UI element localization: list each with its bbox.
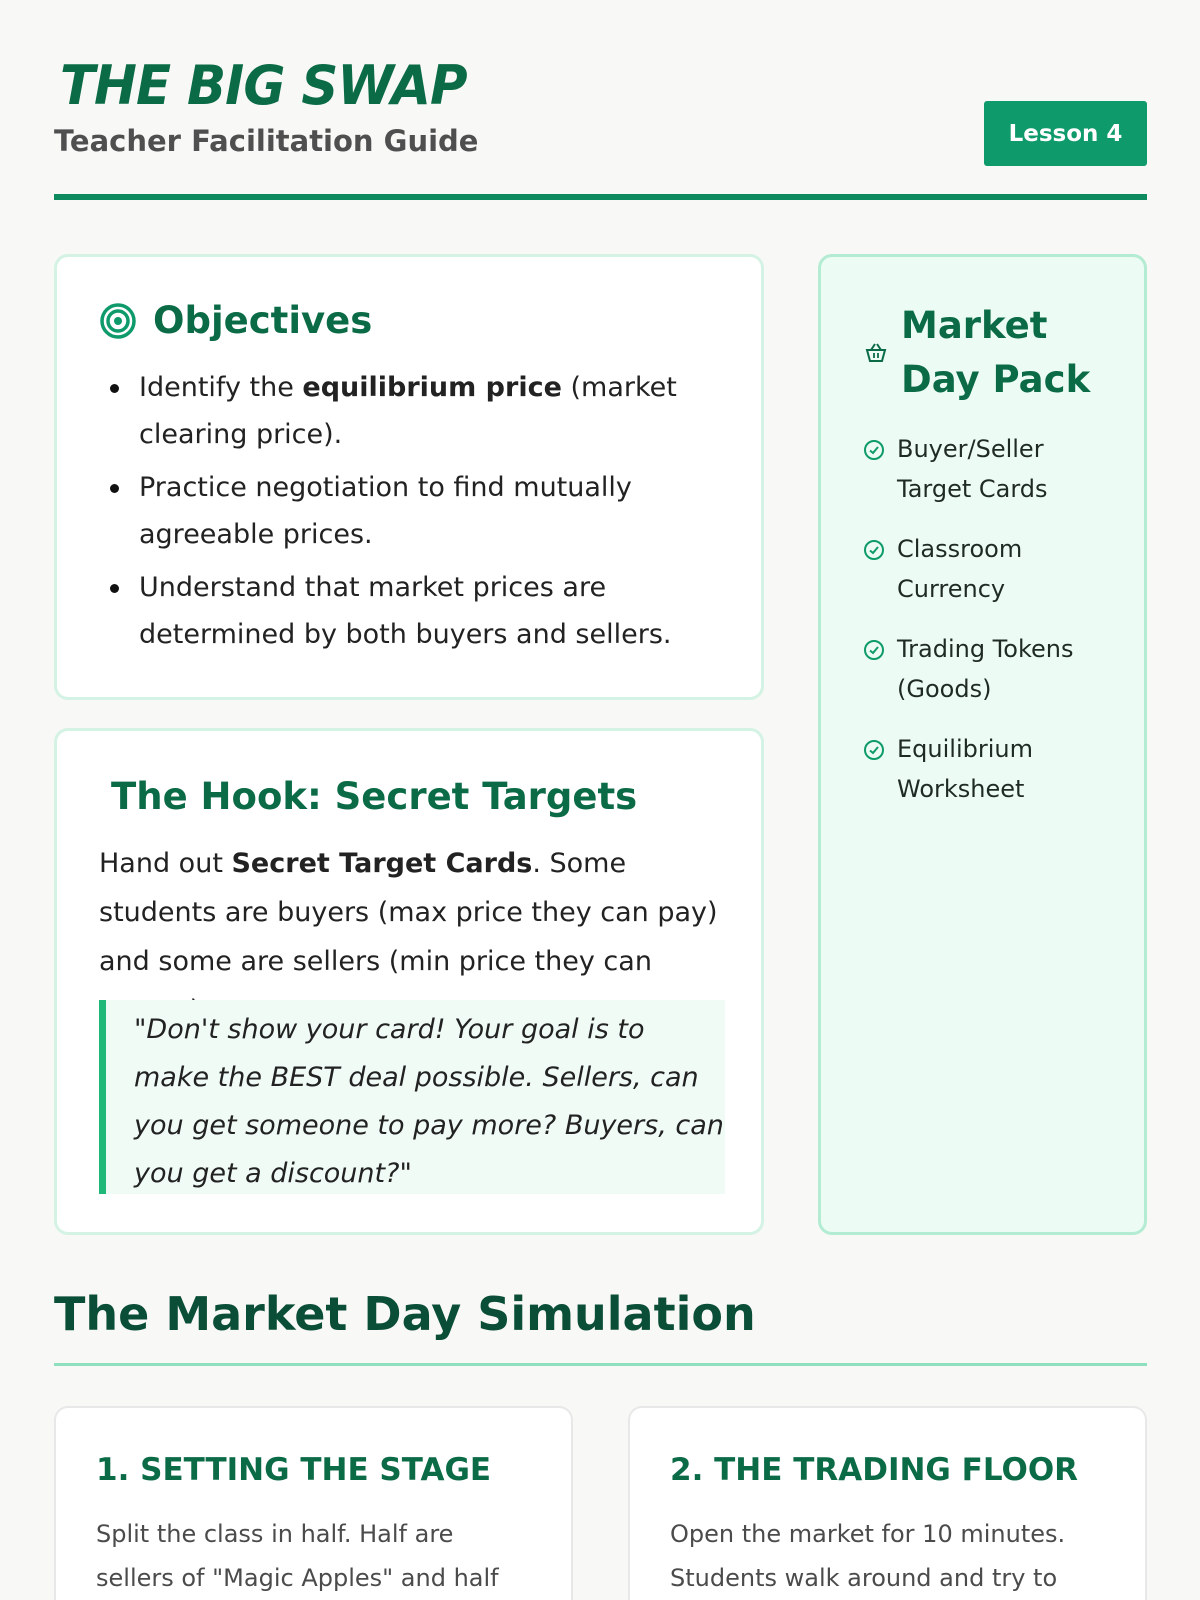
objectives-title: Objectives [153,299,373,342]
objective-item: Identify the equilibrium price (market clearing price). [139,364,709,458]
hook-card [54,728,764,1235]
pack-item: Classroom Currency [863,529,1123,609]
pack-list [863,429,1123,829]
step-card-setting-stage [54,1406,573,1600]
check-circle-icon [863,539,885,561]
objectives-heading [99,299,372,342]
hook-description: Hand out Secret Target Cards. Some students are buyers (max price they can pay) and some are sellers (min price they can [99,848,718,977]
objectives-card [54,254,764,700]
pack-heading [863,299,1091,407]
market-day-pack-card [818,254,1147,1235]
pack-item: Trading Tokens (Goods) [863,629,1123,709]
objective-item: Understand that market prices are determined by both buyers and sellers. [139,564,709,658]
simulation-section-title: The Market Day Simulation [54,1287,1147,1366]
objectives-list [139,364,709,664]
page-header [54,48,1147,200]
brand-title: THE BIG SWAP [60,54,467,117]
lesson-badge: Lesson 4 [984,101,1147,166]
check-circle-icon [863,439,885,461]
pack-item: Equilibrium Worksheet [863,729,1123,809]
guide-subtitle: Teacher Facilitation Guide [54,124,479,158]
hook-title: The Hook: Secret Targets [111,775,638,818]
basket-icon [863,340,889,366]
step-text: Split the class in half. Half are sellers of "Magic Apples" and half [96,1520,499,1592]
step-text: Open the market for 10 minutes. Students walk around and try to [670,1520,1066,1592]
objective-item: Practice negotiation to find mutually agreeable prices. [139,464,709,558]
step-title: 2. THE TRADING FLOOR [670,1452,1079,1488]
hook-quote: "Don't show your card! Your goal is to make the BEST deal possible. Sellers, can you get someone to pay more? Buyers, can you get a discount?" [99,1000,725,1194]
check-circle-icon [863,639,885,661]
step-card-trading-floor [628,1406,1147,1600]
target-icon [99,302,137,340]
check-circle-icon [863,739,885,761]
step-title: 1. SETTING THE STAGE [96,1452,492,1488]
pack-item: Buyer/Seller Target Cards [863,429,1123,509]
pack-title: Market Day Pack [901,304,1091,401]
